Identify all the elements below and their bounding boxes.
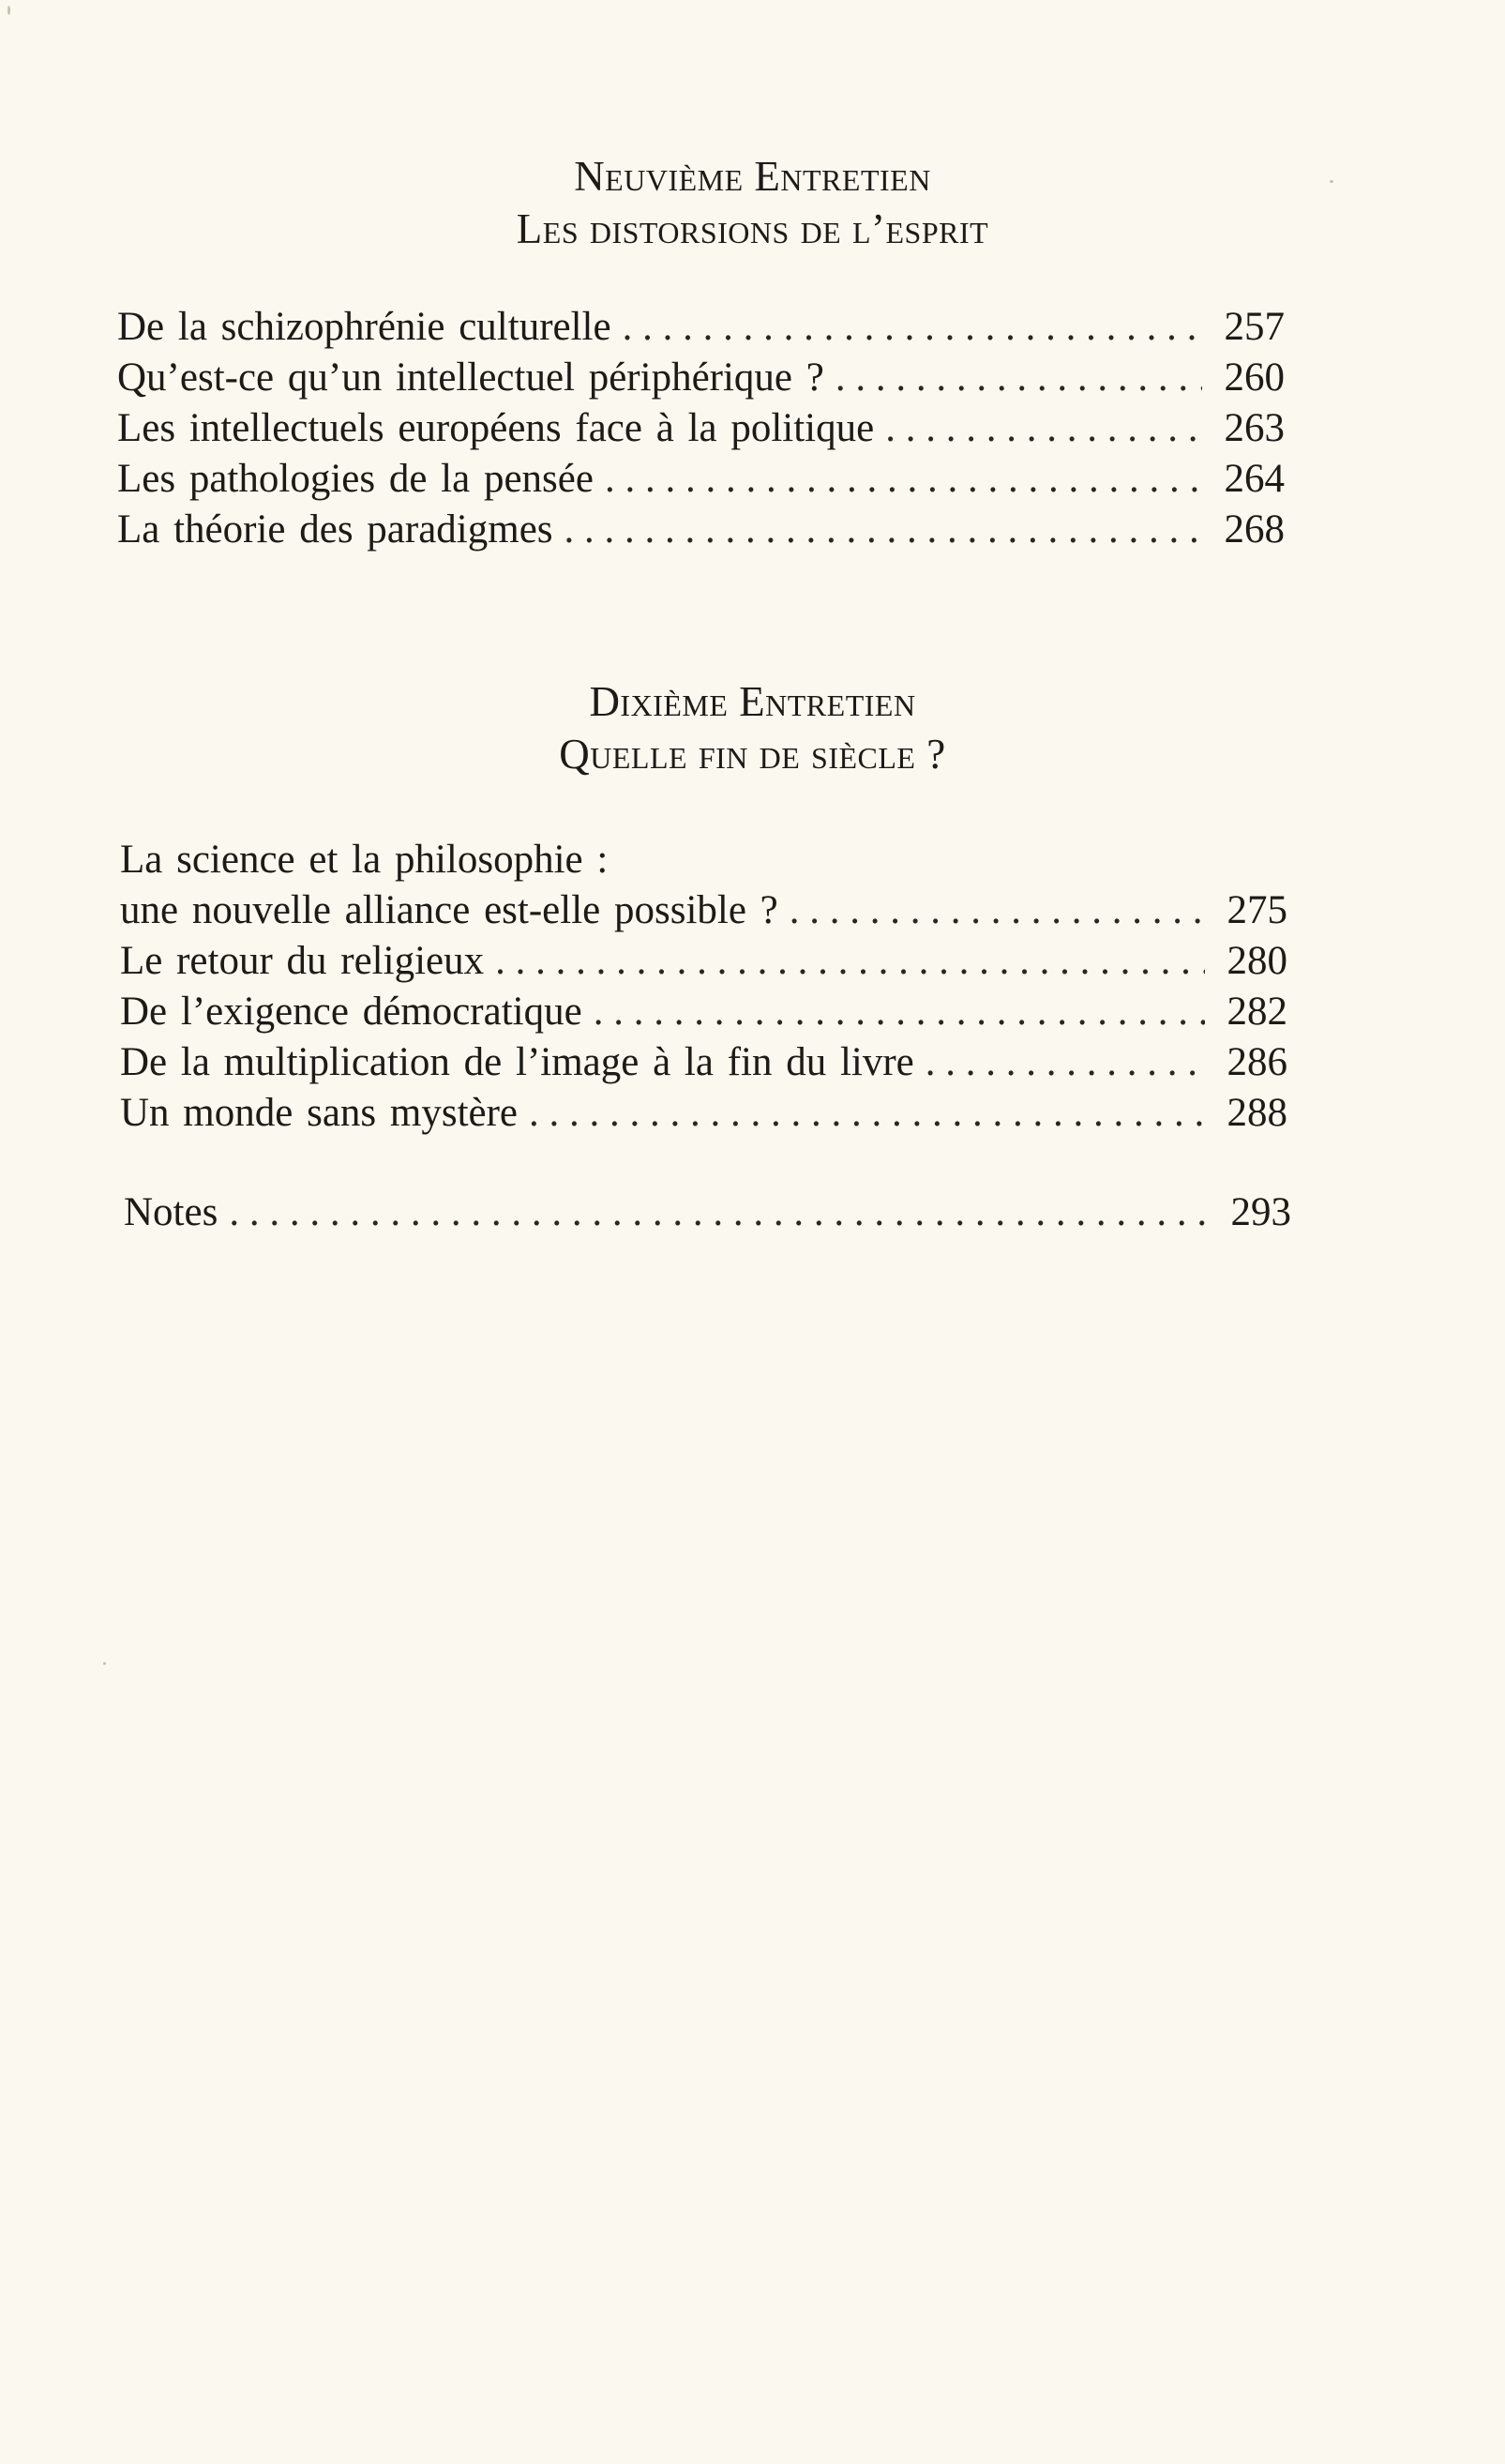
dot-leader — [623, 302, 1202, 353]
dot-leader — [529, 1088, 1205, 1139]
toc-entry-page: 288 — [1227, 1091, 1287, 1135]
dot-leader — [790, 885, 1205, 936]
scan-speck — [103, 1662, 106, 1665]
toc-entry-page: 260 — [1224, 355, 1285, 400]
toc-entry-title: Le retour du religieux — [120, 939, 485, 983]
toc-entry-page: 257 — [1224, 305, 1285, 349]
toc-entry[interactable] — [117, 302, 1285, 353]
chapter-9-number: Neuvième Entretien — [574, 153, 931, 200]
toc-entry-title: une nouvelle alliance est-elle possible ? — [120, 888, 778, 932]
chapter-10-heading — [0, 675, 1505, 780]
dot-leader — [926, 1037, 1205, 1088]
toc-entry-title: Qu’est-ce qu’un intellectuel périphérique ? — [117, 355, 824, 400]
dot-leader — [564, 505, 1202, 555]
toc-entry[interactable] — [117, 454, 1285, 505]
toc-entry-title: La théorie des paradigmes — [117, 507, 553, 552]
dot-leader — [229, 1187, 1209, 1238]
notes-toc — [124, 1187, 1291, 1238]
chapter-10-title: Quelle fin de siècle ? — [559, 731, 946, 778]
toc-entry-page: 264 — [1224, 457, 1285, 501]
toc-entry-title: De l’exigence démocratique — [120, 990, 582, 1034]
toc-entry[interactable] — [120, 987, 1287, 1037]
dot-leader — [495, 936, 1205, 987]
toc-entry-notes[interactable] — [124, 1187, 1291, 1238]
toc-entry-title-line1: La science et la philosophie : — [120, 838, 609, 882]
toc-entry-page: 282 — [1227, 990, 1287, 1034]
toc-entry-title: Les pathologies de la pensée — [117, 457, 594, 501]
toc-entry-title: De la multiplication de l’image à la fin du livre — [120, 1040, 914, 1084]
chapter-9-title: Les distorsions de l’esprit — [516, 205, 989, 252]
dot-leader — [605, 454, 1202, 505]
dot-leader — [594, 987, 1205, 1037]
toc-entry-title: Notes — [124, 1190, 218, 1234]
chapter-9-toc — [117, 302, 1285, 555]
toc-entry[interactable] — [117, 403, 1285, 454]
toc-entry-title: De la schizophrénie culturelle — [117, 305, 611, 349]
toc-entry[interactable] — [120, 885, 1287, 936]
toc-entry[interactable] — [120, 1037, 1287, 1088]
toc-entry-page: 293 — [1230, 1190, 1291, 1234]
dot-leader — [835, 353, 1202, 403]
toc-entry-page: 268 — [1224, 507, 1285, 552]
toc-entry-page: 275 — [1227, 888, 1287, 932]
scan-speck — [1330, 180, 1333, 183]
toc-entry-page: 263 — [1224, 406, 1285, 450]
toc-entry-page: 286 — [1227, 1040, 1287, 1084]
toc-entry-title: Un monde sans mystère — [120, 1091, 519, 1135]
toc-entry[interactable] — [117, 505, 1285, 555]
chapter-10-toc — [120, 835, 1287, 1139]
toc-entry-page: 280 — [1227, 939, 1287, 983]
toc-entry[interactable] — [120, 1088, 1287, 1139]
toc-entry-title: Les intellectuels européens face à la politique — [117, 406, 875, 450]
dot-leader — [885, 403, 1202, 454]
chapter-9-heading — [0, 150, 1505, 255]
toc-entry[interactable] — [120, 936, 1287, 987]
toc-entry[interactable] — [117, 353, 1285, 403]
chapter-10-number: Dixième Entretien — [589, 678, 916, 725]
scan-speck — [8, 6, 10, 15]
